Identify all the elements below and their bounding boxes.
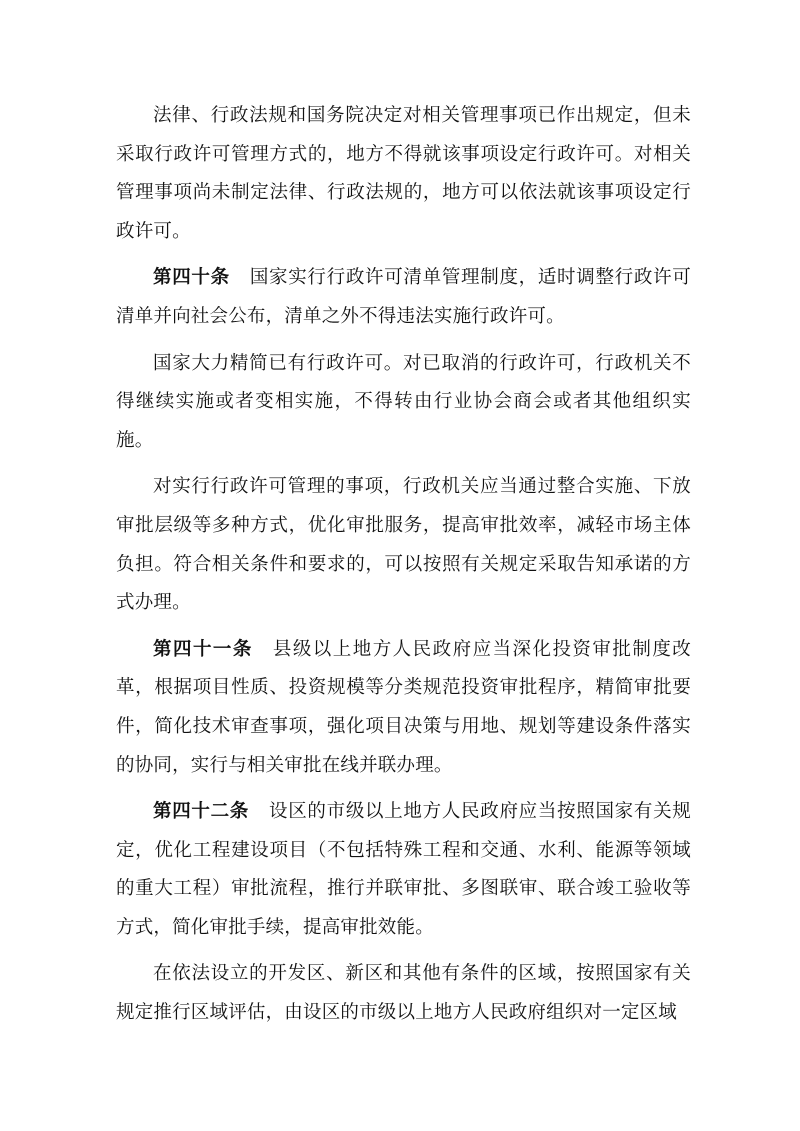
- paragraph-text: 设区的市级以上地方人民政府应当按照国家有关规定，优化工程建设项目（不包括特殊工程和交通、水利、能源等领域的重大工程）审批流程，推行并联审批、多图联审、联合竣工验收等方式，简化审批手续，提高审批效能。: [116, 801, 691, 938]
- paragraph-text: 法律、行政法规和国务院决定对相关管理事项已作出规定，但未采取行政许可管理方式的，地方不得就该事项设定行政许可。对相关管理事项尚未制定法律、行政法规的，地方可以依法就该事项设定行政许可。: [116, 105, 691, 242]
- article-number: 第四十一条: [153, 638, 253, 660]
- paragraph-text: 国家大力精简已有行政许可。对已取消的行政许可，行政机关不得继续实施或者变相实施，不得转由行业协会商会或者其他组织实施。: [116, 352, 691, 451]
- paragraph-text: 对实行行政许可管理的事项，行政机关应当通过整合实施、下放审批层级等多种方式，优化审批服务，提高审批效率，减轻市场主体负担。符合相关条件和要求的，可以按照有关规定采取告知承诺的方式办理。: [116, 476, 691, 614]
- paragraph-text: 国家实行行政许可清单管理制度，适时调整行政许可清单并向社会公布，清单之外不得违法实施行政许可。: [116, 267, 691, 327]
- article-paragraph: [116, 259, 691, 336]
- article-number: 第四十条: [153, 267, 230, 289]
- article-paragraph: [116, 631, 691, 785]
- paragraph-text: 县级以上地方人民政府应当深化投资审批制度改革，根据项目性质、投资规模等分类规范投资审批程序，精简审批要件，简化技术审查事项，强化项目决策与用地、规划等建设条件落实的协同，实行与相关审批在线并联办理。: [116, 638, 691, 776]
- document-body: [116, 97, 691, 1041]
- paragraph: [116, 97, 691, 251]
- paragraph: [116, 955, 691, 1032]
- article-number: 第四十二条: [153, 801, 250, 823]
- paragraph: [116, 345, 691, 461]
- paragraph: [116, 468, 691, 622]
- paragraph-text: 在依法设立的开发区、新区和其他有条件的区域，按照国家有关规定推行区域评估，由设区的市级以上地方人民政府组织对一定区域: [116, 963, 691, 1024]
- article-paragraph: [116, 793, 691, 947]
